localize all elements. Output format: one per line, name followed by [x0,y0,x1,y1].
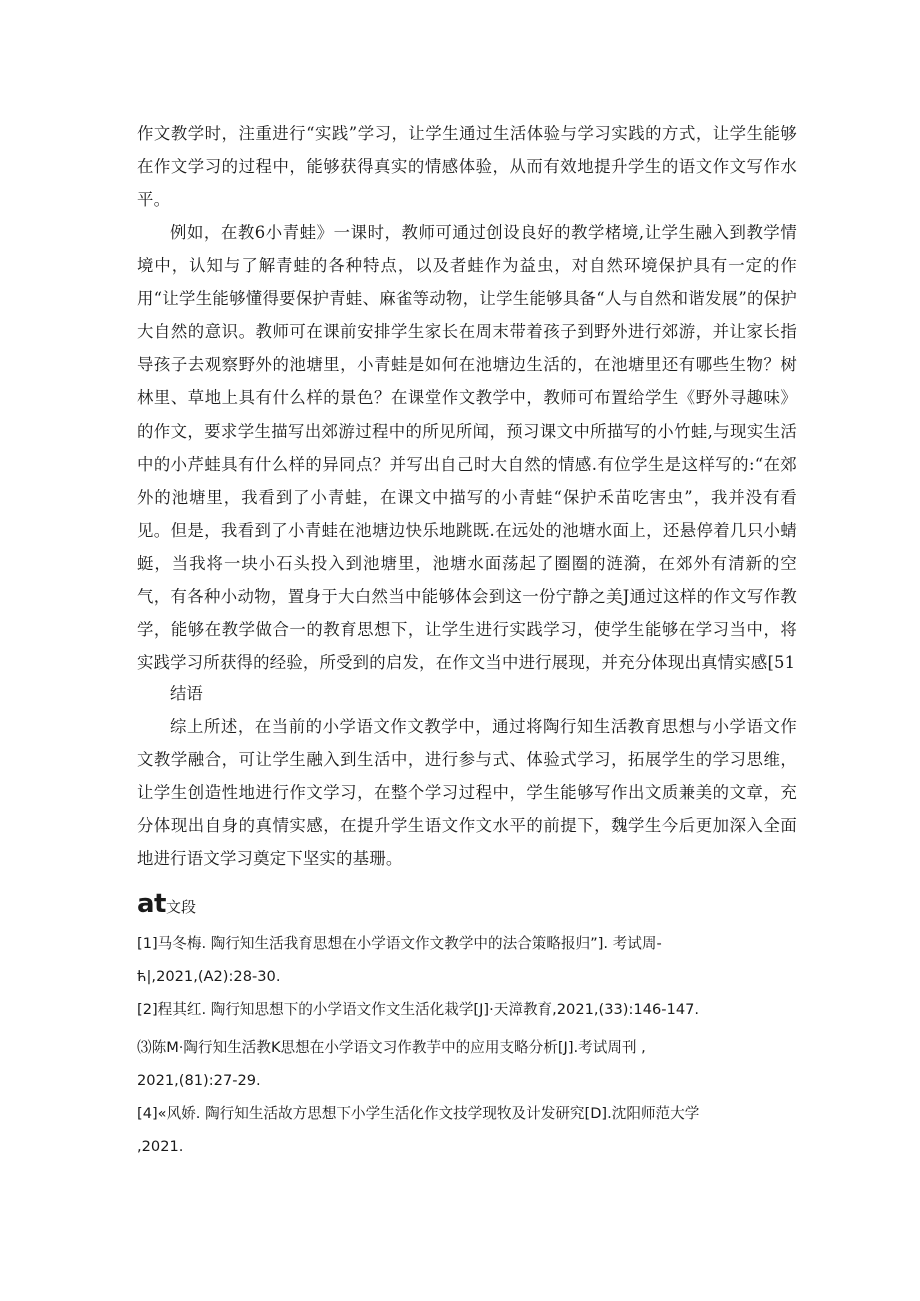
body-paragraph-2: 例如，在教6小青蛙》一课时，教师可通过创设良好的教学楮境,让学生融入到教学情境中，认知与了解青蛙的各种特点，以及者蛙作为益虫，对自然环境保护具有一定的作用“让学生能够懂得要保护青蛙、麻雀等动物，让学生能够具备“人与自然和谐发展”的保护大自然的意识。教师可在课前安排学生家长在周末带着孩子到野外进行郊游，并让家长指导孩子去观察野外的池塘里，小青蛙是如何在池塘边生活的，在池塘里还有哪些生物？树林里、草地上具有什么样的景色？在课堂作文教学中，教师可布置给学生《野外寻趣味》的作文，要求学生描写出郊游过程中的所见所闻，预习课文中所描写的小竹蛙,与现实生活中的小芹蛙具有什么样的异同点？并写出自己时大自然的情感.有位学生是这样写的:“在郊外的池塘里，我看到了小青蛙，在课文中描写的小青蛙“保护禾苗吃害虫”，我并没有看见。但是，我看到了小青蛙在池塘边快乐地跳既.在远处的池塘水面上，还悬停着几只小蜻蜓，当我将一块小石头投入到池塘里，池塘水面荡起了圈圈的涟漪，在郊外有清新的空气，有各种小动物，置身于大白然当中能够体会到这一份宁静之美J通过这样的作文写作教学，能够在教学做合一的教育思想下，让学生进行实践学习，使学生能够在学习当中，将实践学习所获得的经验，所受到的启发，在作文当中进行展现，并充分体现出真情实感[51 [137,223,797,673]
reference-item-2 [137,993,797,1026]
body-paragraph-1: 作文教学时，注重进行“实践”学习，让学生通过生活体验与学习实践的方式，让学生能够在作文学习的过程中，能够获得真实的情感体验，从而有效地提升学生的语文作文写作水平。 [137,124,797,210]
reference-item-4 [137,1097,797,1163]
references-title-small: 文段 [165,898,196,916]
reference-3-line-1: ⑶陈M·陶行知生活教K思想在小学语文习作教芋中的应用支略分析[J].考试周刊 , [137,1039,646,1056]
reference-item-1 [137,927,797,993]
reference-4-line-1: [4]«风娇. 陶行知生活故方思想下小学生活化作文技学现牧及计发研究[D].沈阳师范大学 [137,1105,700,1122]
reference-1-line-2: ћ|,2021,(A2):28-30. [137,968,281,985]
reference-3-line-2: 2021,(81):27-29. [137,1072,261,1089]
reference-4-line-2: ,2021. [137,1138,184,1155]
references-title [137,889,196,919]
reference-1-line-1: [1]马冬梅. 陶行知生活我育思想在小学语文作文教学中的法合策略报归”]. 考试周- [137,935,662,952]
body-paragraph-3: 综上所述，在当前的小学语文作文教学中，通过将陶行知生活教育思想与小学语文作文教学融合，可让学生融入到生活中，进行参与式、体验式学习，拓展学生的学习思维，让学生创造性地进行作文学习，在整个学习过程中，学生能够写作出文质兼美的文章，充分体现出自身的真情实感，在提升学生语文作文水平的前提下，魏学生今后更加深入全面地进行语文学习奠定下坚实的基珊。 [137,717,797,869]
reference-item-3 [137,1031,797,1097]
conclusion-heading: 结语 [170,684,203,703]
references-title-big: at [137,889,166,919]
reference-2-line-1: [2]程其红. 陶行知思想下的小学语文作文生活化栽学[J]·天漳教育,2021,(33):146-147. [137,1001,700,1018]
